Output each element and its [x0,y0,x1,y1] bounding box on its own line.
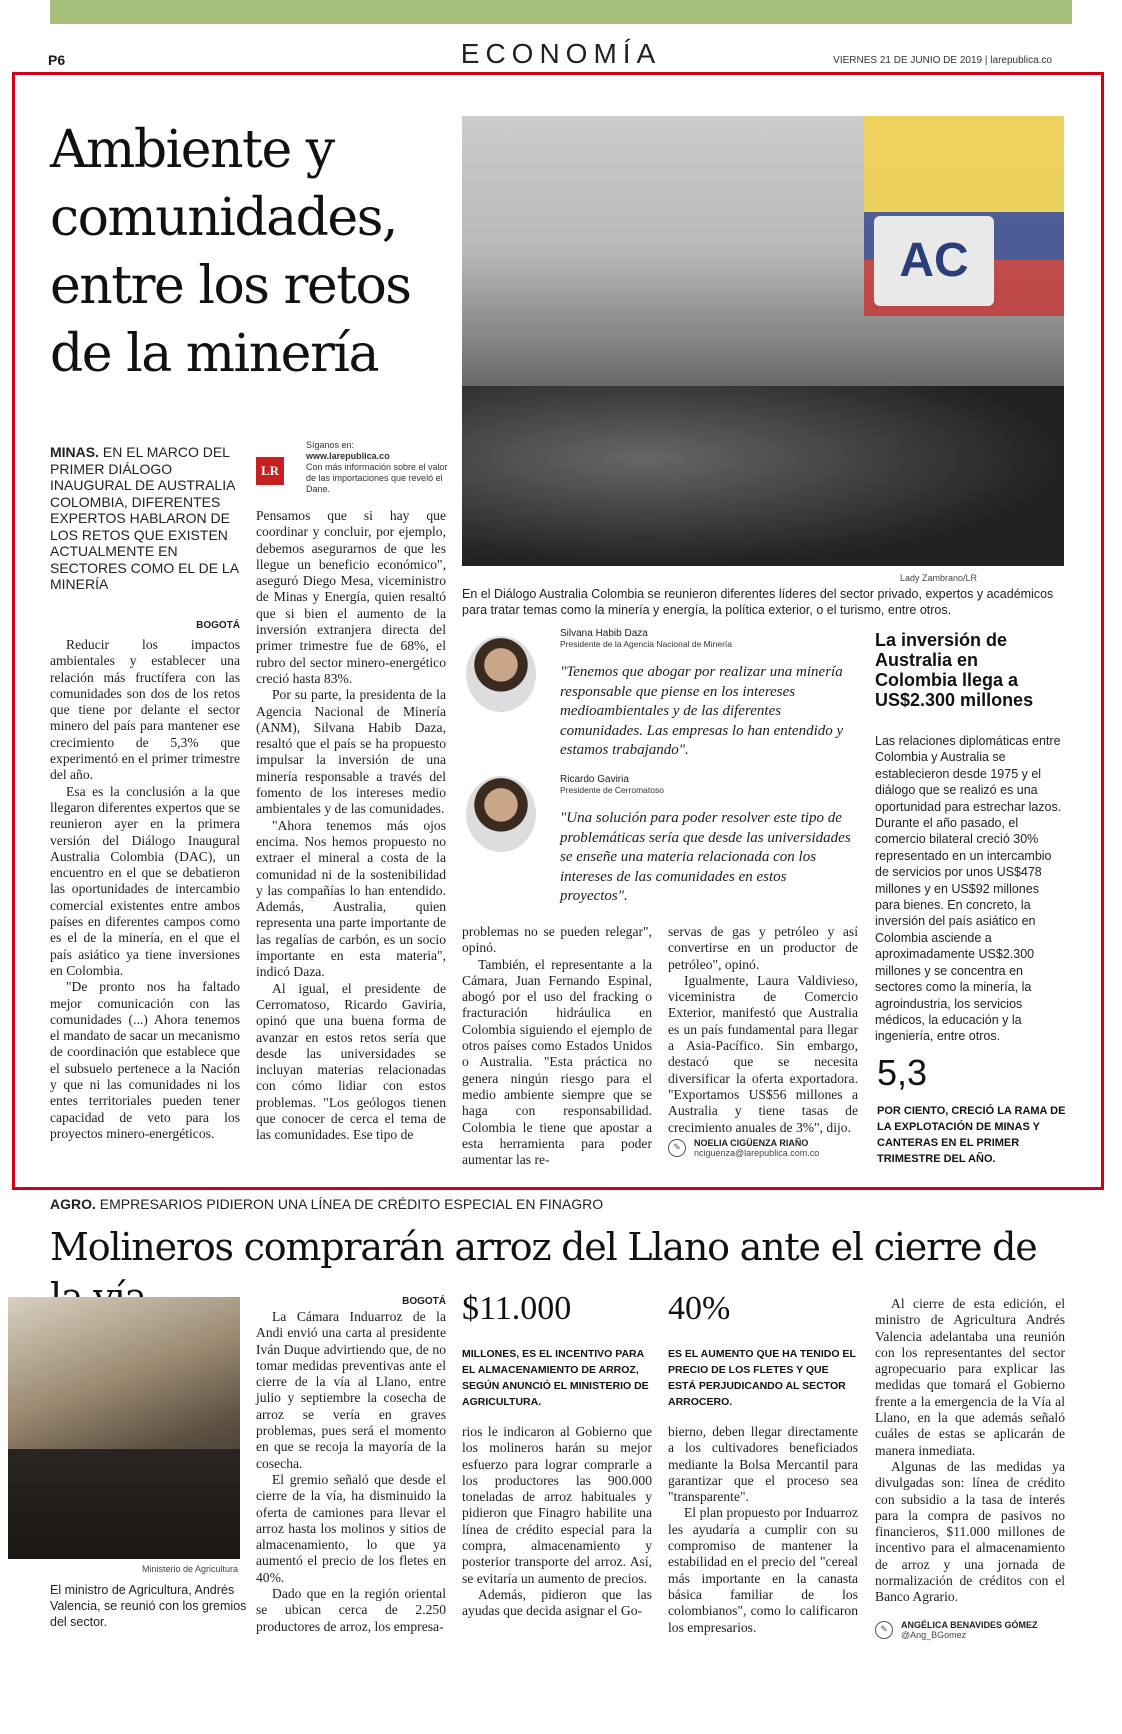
paragraph: Esa es la conclusión a la que llegaron diferentes expertos que se reunieron ayer en la primera versión del Diálogo Inaugural Australia Colombia (DAC), un encuentro en el que se debatieron las oportunidades de intercambio comercial existentes entre ambos países en diferentes campos como es el de la minería, en el que el país asiático ya tiene inversiones en Colombia. [50,783,240,978]
separator: | [984,55,991,66]
agro-figure-1: $11.000 [462,1290,572,1327]
article-column-1 [50,620,240,1142]
sidebar-title: La inversión de Australia en Colombia llega a US$2.300 millones [875,630,1034,710]
author-byline [668,1138,868,1158]
paragraph: Además, pidieron que las ayudas que decida asignar el Go- [462,1586,652,1619]
agro-headline: Molineros comprarán arroz del Llano ante el cierre de [50,1225,1037,1269]
paragraph: servas de gas y petróleo y así convertirse en un productor de petróleo", opinó. [668,924,858,972]
agro-figure-2-note: ES EL AUMENTO QUE HA TENIDO EL PRECIO DE LOS FLETES Y QUE ESTÁ PERJUDICANDO AL SECTOR ARROCERO. [668,1348,856,1408]
section-title: ECONOMÍA [460,38,662,69]
portrait-ricardo [466,776,536,852]
paragraph: El plan propuesto por Induarroz les ayudaría a cumplir con su compromiso de mantener la estabilidad en el precio del "cereal más importante en la canasta básica familiar de los colombianos", como lo calificaron los empresarios. [668,1505,858,1635]
photo-credit: Lady Zambrano/LR [900,573,978,583]
follow-label: Síganos en: [306,440,355,450]
agro-column-2 [462,1424,652,1620]
kicker-label: MINAS. [50,444,99,460]
photo-caption: El ministro de Agricultura, Andrés Valencia, se reunió con los gremios del sector. [50,1583,247,1629]
paragraph: Al igual, el presidente de Cerromatoso, Ricardo Gaviria, opinó que una buena forma de avanzar en estos retos sería que desde las universidades se incluyan materias relacionadas con cómo lidiar con estos problemas. "Los geólogos tienen que conocer de cerca el tema de las comunidades. Ese tipo de [256,980,446,1143]
author-email[interactable]: nciguenza@larepublica.com.co [694,1148,820,1158]
quote-name: Ricardo Gaviria [560,774,629,785]
quote-block-2 [560,774,858,907]
follow-url[interactable]: www.larepublica.co [306,451,390,461]
author-name: NOELIA CIGÜENZA RIAÑO [694,1138,809,1148]
paragraph: Reducir los impactos ambientales y establecer una relación más fructífera con las comunidades son dos de los retos que tiene por delante el sector minero del país para mantener ese crecimiento de 5,3% que experimentó en el primer trimestre del año. [50,637,240,783]
paragraph: Al cierre de esta edición, el ministro de Agricultura Andrés Valencia adelantaba una reunión con los representantes del sector agropecuario para explicar las medidas que tomará el Gobierno frente a la emergencia de la Vía al Llano, en la que además señaló cuáles de estas se aplicarán de manera inmediata. [875,1296,1065,1458]
article-column-2 [256,508,446,1144]
author-icon: ✎ [875,1621,893,1639]
agro-kicker [50,1196,603,1212]
paragraph: La Cámara Induarroz de la Andi envió una carta al presidente Iván Duque advirtiendo que, de no tomar medidas preventivas ante el cierre de la vía al Llano, entre julio y septiembre la cosecha de arroz se vería en graves problemas, pues será el momento en que se recoja la mayoría de la cosecha. [256,1309,446,1471]
photo-credit: Ministerio de Agricultura [142,1564,239,1574]
paragraph: Igualmente, Laura Valdivieso, viceministra de Comercio Exterior, manifestó que Australia es un país fundamental para llegar a Asia-Pacífico. Sin embargo, destacó que se necesita diversificar la oferta exportadora. "Exportamos US$56 millones a Australia y tiene tasas de crecimiento anuales de 3%", dijo. [668,972,858,1135]
follow-text: Con más información sobre el valor de las importaciones que reveló el Dane. [306,462,448,494]
meeting-photo [8,1297,240,1559]
agro-column-3 [668,1424,858,1636]
article-headline: Ambiente y comunidades, entre los retos de la minería [50,120,411,384]
quote-role: Presidente de Cerromatoso [560,785,664,795]
audience [462,386,1064,566]
dateline [833,55,1052,66]
paragraph: Por su parte, la presidenta de la Agencia Nacional de Minería (ANM), Silvana Habib Daza, resaltó que el país se ha propuesto impulsar la inversión de una minería responsable a través del fomento de los intereses medio ambientales y de las comunidades. [256,687,446,817]
kicker-label: AGRO. [50,1196,96,1212]
article-column-4 [668,924,858,1136]
follow-box [306,440,456,495]
top-color-bar [50,0,1072,24]
article-kicker [50,444,240,593]
portrait-silvana [466,636,536,712]
lr-logo-icon: LR [256,457,284,485]
agro-column-4 [875,1296,1065,1606]
page-number: P6 [48,52,66,68]
author-handle[interactable]: @Ang_BGomez [901,1630,967,1640]
quote-role: Presidente de la Agencia Nacional de Minería [560,639,732,649]
stat-figure: 5,3 [877,1052,928,1093]
paragraph: "De pronto nos ha faltado mejor comunicación con las comunidades (...) Ahora tenemos el mandato de sacar un mecanismo de coordinación que establece que el subsuelo pertenece a la Nación y que ni las comunidades ni los entes territoriales pueden tener capacidad de veto para los proyectos minero-energéticos. [50,979,240,1141]
author-byline [875,1620,1075,1640]
date: VIERNES 21 DE JUNIO DE 2019 [833,55,983,66]
ac-logo-icon: AC [874,216,994,306]
kicker-text: EMPRESARIOS PIDIERON UNA LÍNEA DE CRÉDITO ESPECIAL EN FINAGRO [99,1196,604,1212]
site-link[interactable]: larepublica.co [990,55,1052,66]
author-icon: ✎ [668,1139,686,1157]
place-label: BOGOTÁ [196,620,240,631]
meeting-table [8,1449,240,1559]
agro-figure-2: 40% [668,1290,731,1327]
paragraph: También, el representante a la Cámara, Juan Fernando Espinal, abogó por el uso del fracking o fracturación hidráulica en Colombia siguiendo el ejemplo de otros países como Estados Unidos o Australia. "Esta práctica no genera ningún riesgo para el medio ambiente siempre que se haga con responsabilidad. Colombia le tiene que apostar a esta herramienta para poder aumentar las re- [462,956,652,1168]
stat-note: POR CIENTO, CRECIÓ LA RAMA DE LA EXPLOTACIÓN DE MINAS Y CANTERAS EN EL PRIMER TRIMESTRE DEL AÑO. [877,1105,1066,1165]
article-column-3 [462,924,652,1168]
quote-block-1 [560,628,858,761]
paragraph: "Ahora tenemos más ojos encima. Nos hemos propuesto no extraer el mineral a costa de la comunidad ni de la sostenibilidad y las compañías lo han entendido. Además, Australia, quien representa una parte importante de las regalías de carbón, es un socio importante en esta materia", indicó Daza. [256,817,446,980]
event-photo [462,116,1064,566]
paragraph: bierno, deben llegar directamente a los cultivadores beneficiados mediante la Bolsa Mercantil para garantizar que el proceso sea "transparente". [668,1424,858,1505]
paragraph: El gremio señaló que desde el cierre de la vía, ha disminuido la oferta de camiones para llevar el arroz hasta los molinos y sitios de almacenamiento, lo que ya aumentó el precio de los fletes en 40%. [256,1471,446,1585]
paragraph: rios le indicaron al Gobierno que los molineros harán su mejor esfuerzo para lograr comprarle a los productores las 900.000 toneladas de arroz habituales y pidieron que Finagro habilite una línea de crédito especial para la compra, almacenamiento y posterior transporte del arroz. Así, se evitaría un aumento de precios. [462,1424,652,1586]
quote-text: "Una solución para poder resolver este tipo de problemáticas sería que desde las universidades se enseñe una materia relacionada con los intereses de las comunidades en estos proyectos". [560,810,851,904]
paragraph: problemas no se pueden relegar", opinó. [462,924,652,956]
agro-column-1 [256,1296,446,1635]
quote-name: Silvana Habib Daza [560,628,648,639]
sidebar-text: Las relaciones diplomáticas entre Colombia y Australia se establecieron desde 1975 y el diálogo que se realizó es una oportunidad para estrechar lazos. Durante el año pasado, el comercio bilateral creció 30% representado en un intercambio de servicios por unos US$478 millones y en US$92 millones para bienes. En concreto, la inversión del país asiático en Colombia asciende a aproximadamente US$2.300 millones y se concentra en sectores como la minería, la agroindustria, los servicios médicos, la educación y la ingeniería, entre otros. [875,734,1062,1044]
paragraph: Dado que en la región oriental se ubican cerca de 2.250 productores de arroz, los empresa- [256,1586,446,1634]
author-name: ANGÉLICA BENAVIDES GÓMEZ [901,1620,1038,1630]
place-label: BOGOTÁ [402,1296,446,1307]
paragraph: Pensamos que si hay que coordinar y concluir, por ejemplo, debemos asegurarnos de que les llegue un beneficio económico", aseguró Diego Mesa, viceministro de Minas y Energía, quien resaltó que si bien el aumento de la inversión extranjera directa del primer trimestre fue de 68%, el rubro del sector minero-energético creció hasta 83%. [256,508,446,686]
agro-figure-1-note: MILLONES, ES EL INCENTIVO PARA EL ALMACENAMIENTO DE ARROZ, SEGÚN ANUNCIÓ EL MINISTERIO DE AGRICULTURA. [462,1348,649,1408]
quote-text: "Tenemos que abogar por realizar una minería responsable que piense en los intereses medioambientales y de las diferentes comunidades. Las empresas lo han entendido y estamos trabajando". [560,664,844,758]
photo-caption: En el Diálogo Australia Colombia se reunieron diferentes líderes del sector privado, expertos y académicos para tratar temas como la minería y energía, la política exterior, o el turismo, entre otros. [462,587,1054,617]
kicker-text: EN EL MARCO DEL PRIMER DIÁLOGO INAUGURAL DE AUSTRALIA COLOMBIA, DIFERENTES EXPERTOS HABLARON DE LOS RETOS QUE EXISTEN ACTUALMENTE EN SECTORES COMO EL DE LA MINERÍA [50,444,239,592]
paragraph: Algunas de las medidas ya divulgadas son: línea de crédito con subsidio a la tasa de interés para la compra de pasivos no financieros, $11.000 millones de incentivo para el almacenamiento de arroz y una jornada de normalización de créditos con el Banco Agrario. [875,1458,1065,1605]
